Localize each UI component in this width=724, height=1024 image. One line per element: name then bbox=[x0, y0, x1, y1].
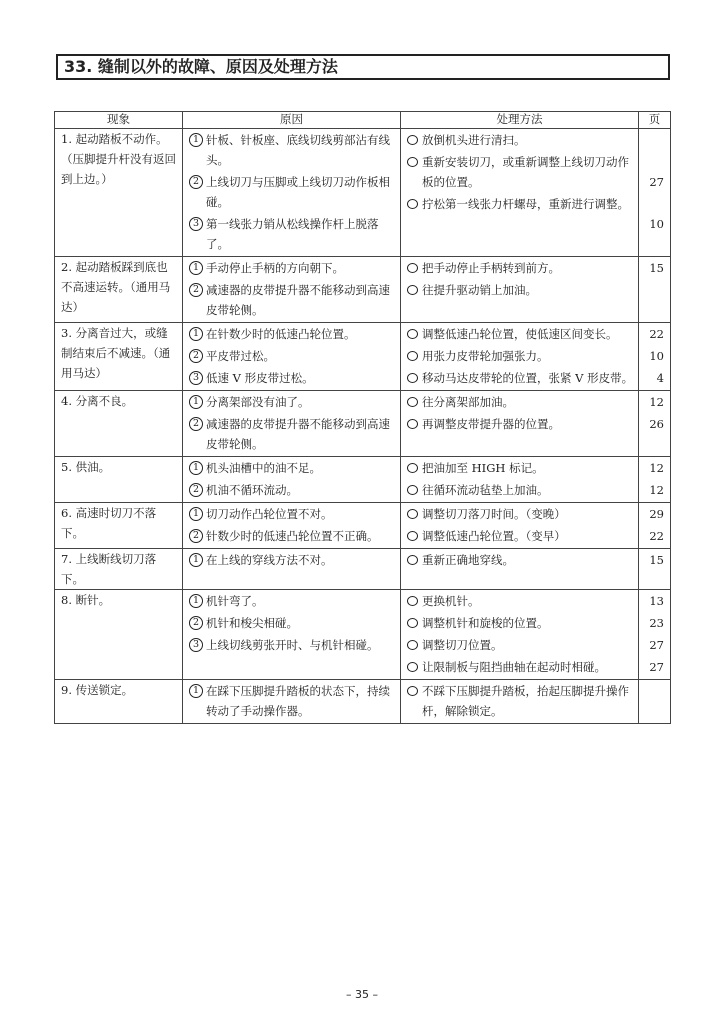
circled-number-icon: 2 bbox=[189, 283, 203, 297]
hollow-circle-icon bbox=[407, 351, 418, 361]
hollow-circle-icon bbox=[407, 662, 418, 672]
cause-item bbox=[189, 392, 396, 412]
hollow-circle-icon bbox=[407, 686, 418, 696]
circled-number-icon: 2 bbox=[189, 349, 203, 363]
table-row bbox=[55, 323, 671, 391]
fix-cell bbox=[401, 503, 639, 549]
fix-text: 往分离架部加油。 bbox=[422, 395, 514, 409]
fix-text: 拧松第一线张力杆螺母，重新进行调整。 bbox=[422, 197, 629, 211]
table-row bbox=[55, 391, 671, 457]
fix-text: 调整低速凸轮位置。（变早） bbox=[422, 529, 566, 543]
cause-item bbox=[189, 214, 396, 254]
phenomenon-cell: 6. 高速时切刀不落下。 bbox=[55, 503, 183, 549]
page-ref: 23 bbox=[649, 616, 664, 630]
fix-text: 用张力皮带轮加强张力。 bbox=[422, 349, 549, 363]
fix-cell bbox=[401, 549, 639, 590]
header-row bbox=[55, 112, 671, 129]
cause-item bbox=[189, 414, 396, 454]
phenomenon-cell: 8. 断针。 bbox=[55, 590, 183, 680]
cause-item bbox=[189, 504, 396, 524]
header-phenomenon: 现象 bbox=[55, 112, 183, 129]
cause-text: 切刀动作凸轮位置不对。 bbox=[206, 507, 333, 521]
cause-text: 机头油槽中的油不足。 bbox=[206, 461, 321, 475]
hollow-circle-icon bbox=[407, 463, 418, 473]
phenomenon-cell: 1. 起动踏板不动作。（压脚提升杆没有返回到上边。） bbox=[55, 129, 183, 257]
table-row bbox=[55, 257, 671, 323]
table-row bbox=[55, 503, 671, 549]
circled-number-icon: 1 bbox=[189, 133, 203, 147]
fix-text: 把油加至 HIGH 标记。 bbox=[422, 461, 544, 475]
hollow-circle-icon bbox=[407, 419, 418, 429]
cause-item bbox=[189, 635, 396, 655]
table-row bbox=[55, 680, 671, 724]
fix-item bbox=[407, 458, 634, 478]
page-number: – 35 – bbox=[346, 988, 378, 1001]
page-cell bbox=[639, 129, 671, 257]
circled-number-icon: 3 bbox=[189, 371, 203, 385]
hollow-circle-icon bbox=[407, 285, 418, 295]
cause-cell bbox=[183, 323, 401, 391]
fix-item bbox=[407, 194, 634, 214]
page-cell bbox=[639, 549, 671, 590]
cause-text: 上线切刀与压脚或上线切刀动作板相碰。 bbox=[206, 175, 390, 209]
header-fix: 处理方法 bbox=[401, 112, 639, 129]
page-ref: 27 bbox=[649, 638, 664, 652]
fix-text: 重新正确地穿线。 bbox=[422, 553, 514, 567]
table-row bbox=[55, 129, 671, 257]
cause-text: 第一线张力销从松线操作杆上脱落了。 bbox=[206, 217, 379, 251]
hollow-circle-icon bbox=[407, 555, 418, 565]
page-ref: 12 bbox=[649, 395, 664, 409]
cause-cell bbox=[183, 590, 401, 680]
cause-item bbox=[189, 550, 396, 570]
cause-text: 在针数少时的低速凸轮位置。 bbox=[206, 327, 356, 341]
hollow-circle-icon bbox=[407, 373, 418, 383]
hollow-circle-icon bbox=[407, 397, 418, 407]
page-ref: 12 bbox=[649, 483, 664, 497]
page-ref: 13 bbox=[649, 594, 664, 608]
cause-text: 针数少时的低速凸轮位置不正确。 bbox=[206, 529, 379, 543]
fix-text: 调整切刀位置。 bbox=[422, 638, 503, 652]
fix-item bbox=[407, 657, 634, 677]
cause-cell bbox=[183, 457, 401, 503]
circled-number-icon: 1 bbox=[189, 395, 203, 409]
cause-item bbox=[189, 526, 396, 546]
phenomenon-cell: 7. 上线断线切刀落下。 bbox=[55, 549, 183, 590]
page-ref: 10 bbox=[649, 217, 664, 231]
fix-text: 让限制板与阻挡曲轴在起动时相碰。 bbox=[422, 660, 606, 674]
page-ref: 27 bbox=[649, 175, 664, 189]
fix-cell bbox=[401, 680, 639, 724]
circled-number-icon: 3 bbox=[189, 217, 203, 231]
fix-cell bbox=[401, 129, 639, 257]
fix-item bbox=[407, 480, 634, 500]
header-cause: 原因 bbox=[183, 112, 401, 129]
cause-text: 手动停止手柄的方向朝下。 bbox=[206, 261, 344, 275]
page-ref: 4 bbox=[656, 371, 664, 385]
cause-item bbox=[189, 172, 396, 212]
page-cell bbox=[639, 257, 671, 323]
circled-number-icon: 1 bbox=[189, 594, 203, 608]
cause-cell bbox=[183, 549, 401, 590]
cause-cell bbox=[183, 680, 401, 724]
cause-text: 针板、针板座、底线切线剪部沾有线头。 bbox=[206, 133, 390, 167]
cause-cell bbox=[183, 129, 401, 257]
cause-cell bbox=[183, 257, 401, 323]
fix-text: 再调整皮带提升器的位置。 bbox=[422, 417, 560, 431]
cause-text: 在踩下压脚提升踏板的状态下，持续转动了手动操作器。 bbox=[206, 684, 390, 718]
cause-text: 分离架部没有油了。 bbox=[206, 395, 310, 409]
fix-cell bbox=[401, 391, 639, 457]
fix-item bbox=[407, 681, 634, 721]
page-ref: 10 bbox=[649, 349, 664, 363]
fix-item bbox=[407, 324, 634, 344]
phenomenon-cell: 9. 传送锁定。 bbox=[55, 680, 183, 724]
fix-item bbox=[407, 613, 634, 633]
hollow-circle-icon bbox=[407, 596, 418, 606]
fix-item bbox=[407, 591, 634, 611]
cause-item bbox=[189, 458, 396, 478]
hollow-circle-icon bbox=[407, 509, 418, 519]
cause-item bbox=[189, 681, 396, 721]
circled-number-icon: 1 bbox=[189, 261, 203, 275]
fix-text: 不踩下压脚提升踏板，抬起压脚提升操作杆，解除锁定。 bbox=[422, 684, 629, 718]
hollow-circle-icon bbox=[407, 618, 418, 628]
cause-cell bbox=[183, 503, 401, 549]
page-cell bbox=[639, 457, 671, 503]
circled-number-icon: 2 bbox=[189, 417, 203, 431]
circled-number-icon: 2 bbox=[189, 483, 203, 497]
page-cell bbox=[639, 503, 671, 549]
fix-cell bbox=[401, 457, 639, 503]
phenomenon-cell: 4. 分离不良。 bbox=[55, 391, 183, 457]
hollow-circle-icon bbox=[407, 640, 418, 650]
fix-item bbox=[407, 346, 634, 366]
troubleshooting-table bbox=[54, 111, 671, 724]
cause-text: 机油不循环流动。 bbox=[206, 483, 298, 497]
circled-number-icon: 1 bbox=[189, 461, 203, 475]
fix-item bbox=[407, 392, 634, 412]
fix-text: 重新安装切刀，或重新调整上线切刀动作板的位置。 bbox=[422, 155, 629, 189]
cause-item bbox=[189, 368, 396, 388]
fix-item bbox=[407, 635, 634, 655]
page-ref: 15 bbox=[649, 553, 664, 567]
page-ref: 22 bbox=[649, 529, 664, 543]
page-cell bbox=[639, 391, 671, 457]
circled-number-icon: 1 bbox=[189, 327, 203, 341]
cause-item bbox=[189, 258, 396, 278]
cause-text: 机针和梭尖相碰。 bbox=[206, 616, 298, 630]
page-ref: 27 bbox=[649, 660, 664, 674]
fix-text: 放倒机头进行清扫。 bbox=[422, 133, 526, 147]
hollow-circle-icon bbox=[407, 135, 418, 145]
page-ref bbox=[639, 280, 664, 300]
fix-item bbox=[407, 130, 634, 150]
page-ref: 12 bbox=[649, 461, 664, 475]
hollow-circle-icon bbox=[407, 199, 418, 209]
circled-number-icon: 1 bbox=[189, 553, 203, 567]
fix-text: 调整切刀落刀时间。（变晚） bbox=[422, 507, 566, 521]
hollow-circle-icon bbox=[407, 485, 418, 495]
hollow-circle-icon bbox=[407, 263, 418, 273]
fix-item bbox=[407, 414, 634, 434]
cause-text: 在上线的穿线方法不对。 bbox=[206, 553, 333, 567]
circled-number-icon: 1 bbox=[189, 507, 203, 521]
table-row bbox=[55, 590, 671, 680]
phenomenon-cell: 2. 起动踏板踩到底也不高速运转。（通用马达） bbox=[55, 257, 183, 323]
page-ref bbox=[639, 130, 664, 150]
fix-text: 移动马达皮带轮的位置，张紧 V 形皮带。 bbox=[422, 371, 634, 385]
cause-cell bbox=[183, 391, 401, 457]
page-cell bbox=[639, 323, 671, 391]
cause-text: 上线切线剪张开时、与机针相碰。 bbox=[206, 638, 379, 652]
cause-item bbox=[189, 130, 396, 170]
fix-text: 调整低速凸轮位置，使低速区间变长。 bbox=[422, 327, 618, 341]
cause-text: 机针弯了。 bbox=[206, 594, 264, 608]
cause-text: 减速器的皮带提升器不能移动到高速皮带轮侧。 bbox=[206, 283, 390, 317]
page-ref: 26 bbox=[649, 417, 664, 431]
cause-text: 平皮带过松。 bbox=[206, 349, 275, 363]
fix-item bbox=[407, 258, 634, 278]
fix-text: 往循环流动毡垫上加油。 bbox=[422, 483, 549, 497]
fix-item bbox=[407, 368, 634, 388]
fix-text: 调整机针和旋梭的位置。 bbox=[422, 616, 549, 630]
page-ref: 22 bbox=[649, 327, 664, 341]
phenomenon-cell: 5. 供油。 bbox=[55, 457, 183, 503]
cause-item bbox=[189, 324, 396, 344]
fix-item bbox=[407, 152, 634, 192]
page-ref bbox=[639, 681, 664, 701]
page-cell bbox=[639, 590, 671, 680]
cause-item bbox=[189, 613, 396, 633]
cause-item bbox=[189, 280, 396, 320]
page-ref: 29 bbox=[649, 507, 664, 521]
cause-item bbox=[189, 591, 396, 611]
fix-text: 更换机针。 bbox=[422, 594, 480, 608]
fix-text: 往提升驱动销上加油。 bbox=[422, 283, 537, 297]
circled-number-icon: 3 bbox=[189, 638, 203, 652]
circled-number-icon: 1 bbox=[189, 684, 203, 698]
header-page: 页 bbox=[639, 112, 671, 129]
fix-item bbox=[407, 550, 634, 570]
hollow-circle-icon bbox=[407, 329, 418, 339]
circled-number-icon: 2 bbox=[189, 529, 203, 543]
circled-number-icon: 2 bbox=[189, 175, 203, 189]
fix-cell bbox=[401, 257, 639, 323]
table-row bbox=[55, 457, 671, 503]
cause-item bbox=[189, 346, 396, 366]
fix-text: 把手动停止手柄转到前方。 bbox=[422, 261, 560, 275]
page-cell bbox=[639, 680, 671, 724]
hollow-circle-icon bbox=[407, 531, 418, 541]
fix-cell bbox=[401, 323, 639, 391]
fix-item bbox=[407, 526, 634, 546]
phenomenon-cell: 3. 分离音过大，或缝制结束后不减速。（通用马达） bbox=[55, 323, 183, 391]
hollow-circle-icon bbox=[407, 157, 418, 167]
cause-item bbox=[189, 480, 396, 500]
fix-item bbox=[407, 280, 634, 300]
circled-number-icon: 2 bbox=[189, 616, 203, 630]
fix-item bbox=[407, 504, 634, 524]
page-ref: 15 bbox=[649, 261, 664, 275]
fix-cell bbox=[401, 590, 639, 680]
cause-text: 低速 V 形皮带过松。 bbox=[206, 371, 314, 385]
section-title: 33. 缝制以外的故障、原因及处理方法 bbox=[56, 54, 670, 80]
cause-text: 减速器的皮带提升器不能移动到高速皮带轮侧。 bbox=[206, 417, 390, 451]
table-row bbox=[55, 549, 671, 590]
